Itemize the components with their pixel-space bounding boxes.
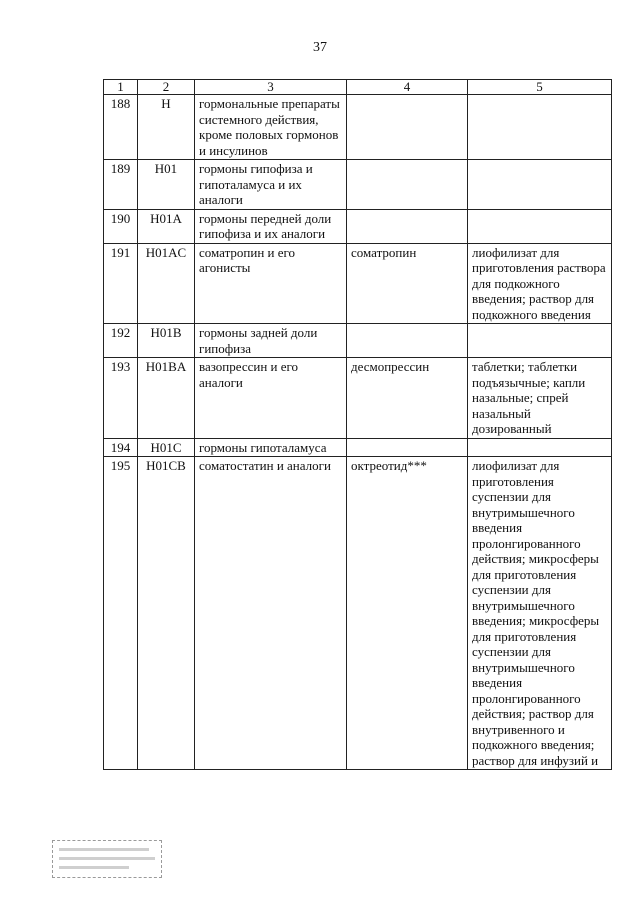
atc-group: гормоны передней доли гипофиза и их аналоги	[195, 209, 347, 243]
atc-group: гормоны гипофиза и гипоталамуса и их аналоги	[195, 160, 347, 210]
drug-name	[347, 160, 468, 210]
row-number: 188	[104, 95, 138, 160]
atc-group: вазопрессин и его аналоги	[195, 358, 347, 439]
header-col-1: 1	[104, 80, 138, 95]
row-number: 195	[104, 457, 138, 770]
drug-name: соматропин	[347, 243, 468, 324]
atc-code: H01BA	[138, 358, 195, 439]
drug-table	[103, 79, 612, 770]
table-row	[104, 457, 612, 770]
drug-name: октреотид***	[347, 457, 468, 770]
table-row	[104, 243, 612, 324]
atc-code: H01	[138, 160, 195, 210]
table-row	[104, 95, 612, 160]
dosage-form	[468, 95, 612, 160]
atc-group: гормоны гипоталамуса	[195, 438, 347, 457]
drug-name	[347, 95, 468, 160]
row-number: 191	[104, 243, 138, 324]
dosage-form	[468, 324, 612, 358]
drug-name	[347, 324, 468, 358]
atc-group: гормоны задней доли гипофиза	[195, 324, 347, 358]
table-row	[104, 160, 612, 210]
dosage-form: лиофилизат для приготовления раствора для подкожного введения; раствор для подкожного введения	[468, 243, 612, 324]
table-body	[104, 95, 612, 770]
row-number: 193	[104, 358, 138, 439]
row-number: 192	[104, 324, 138, 358]
stamp	[52, 840, 162, 878]
dosage-form	[468, 160, 612, 210]
drug-name	[347, 209, 468, 243]
dosage-form	[468, 209, 612, 243]
header-col-2: 2	[138, 80, 195, 95]
row-number: 190	[104, 209, 138, 243]
atc-code: H01CB	[138, 457, 195, 770]
atc-code: H01C	[138, 438, 195, 457]
atc-code: H01B	[138, 324, 195, 358]
table-row	[104, 358, 612, 439]
drug-name	[347, 438, 468, 457]
atc-group: гормональные препараты системного действия, кроме половых гормонов и инсулинов	[195, 95, 347, 160]
atc-code: H	[138, 95, 195, 160]
header-col-5: 5	[468, 80, 612, 95]
table-row	[104, 438, 612, 457]
stamp-line	[59, 848, 149, 851]
table-row	[104, 324, 612, 358]
header-col-3: 3	[195, 80, 347, 95]
page-number: 37	[313, 40, 327, 55]
atc-code: H01AC	[138, 243, 195, 324]
header-col-4: 4	[347, 80, 468, 95]
stamp-line	[59, 866, 129, 869]
table-row	[104, 209, 612, 243]
atc-group: соматостатин и аналоги	[195, 457, 347, 770]
atc-group: соматропин и его агонисты	[195, 243, 347, 324]
drug-name: десмопрессин	[347, 358, 468, 439]
dosage-form: таблетки; таблетки подъязычные; капли назальные; спрей назальный дозированный	[468, 358, 612, 439]
row-number: 189	[104, 160, 138, 210]
stamp-line	[59, 857, 155, 860]
atc-code: H01A	[138, 209, 195, 243]
header-row	[104, 80, 612, 95]
dosage-form	[468, 438, 612, 457]
dosage-form: лиофилизат для приготовления суспензии для внутримышечного введения пролонгированного действия; микросферы для приготовления суспензии для внутримышечного введения; микросферы для приготовления суспензии для внутримышечного введения пролонгированного действия; раствор для внутривенного и подкожного введения; раствор для инфузий и	[468, 457, 612, 770]
table-header	[104, 80, 612, 95]
row-number: 194	[104, 438, 138, 457]
